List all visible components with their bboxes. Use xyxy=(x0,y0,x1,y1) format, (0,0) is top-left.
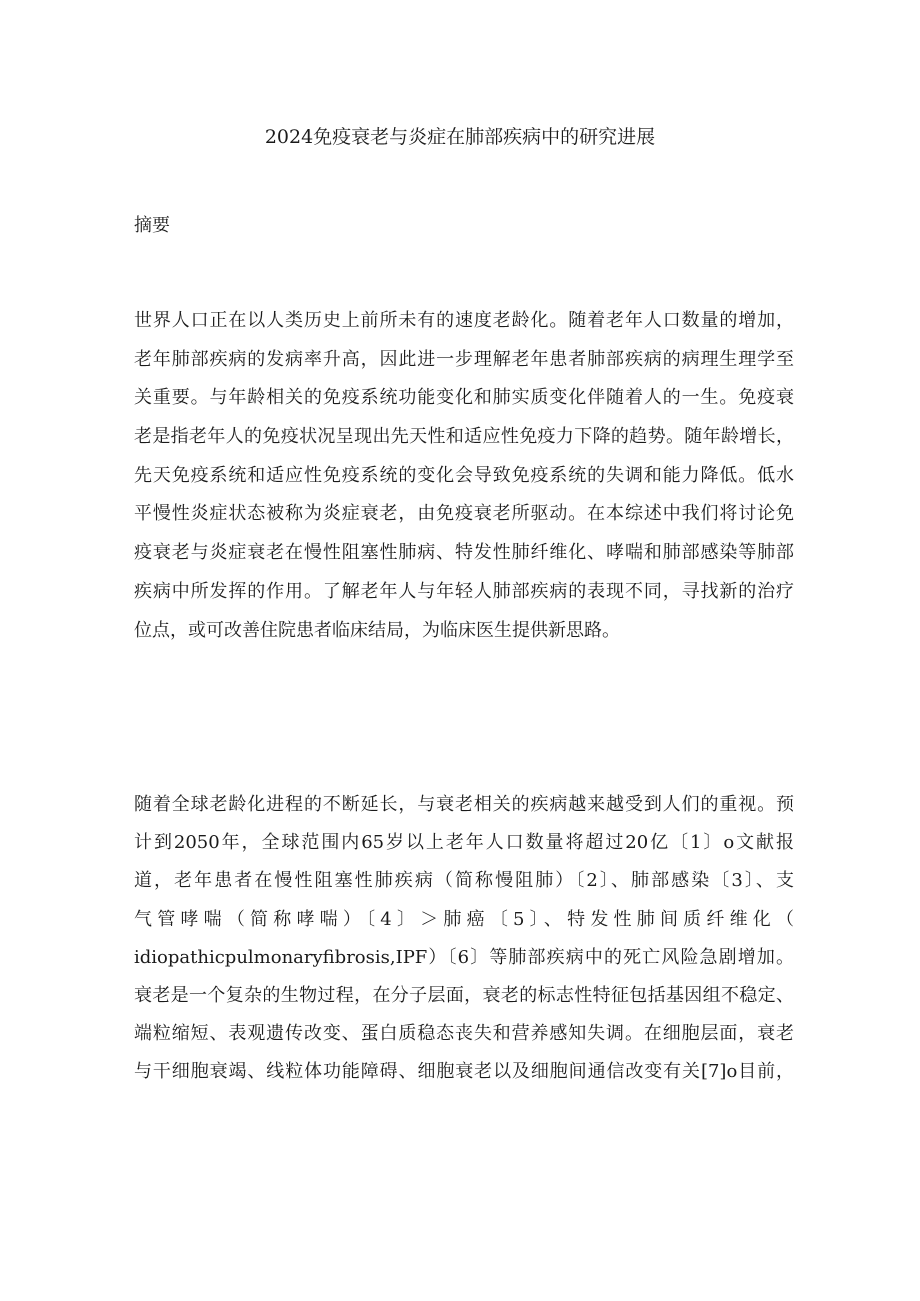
paragraph-line: 随着全球老龄化进程的不断延长，与衰老相关的疾病越来越受到人们的重视。预 xyxy=(134,794,794,815)
paragraph-line: 与干细胞衰竭、线粒体功能障碍、细胞衰老以及细胞间通信改变有关[7]o目前， xyxy=(134,1061,794,1083)
paragraph-line: 关重要。与年龄相关的免疫系统功能变化和肺实质变化伴随着人的一生。免疫衰 xyxy=(134,387,794,409)
paragraph-line: 疾病中所发挥的作用。了解老年人与年轻人肺部疾病的表现不同，寻找新的治疗 xyxy=(134,580,794,602)
paragraph-line: 先天免疫系统和适应性免疫系统的变化会导致免疫系统的失调和能力降低。低水 xyxy=(134,464,794,486)
paragraph-line: 位点，或可改善住院患者临床结局，为临床医生提供新思路。 xyxy=(134,619,620,641)
paragraph-line: 老是指老年人的免疫状况呈现出先天性和适应性免疫力下降的趋势。随年龄增长， xyxy=(134,426,794,448)
body-paragraph xyxy=(134,786,794,1092)
document-title: 2024免疫衰老与炎症在肺部疾病中的研究进展 xyxy=(264,126,656,148)
paragraph-line: 世界人口正在以人类历史上前所未有的速度老龄化。随着老年人口数量的增加， xyxy=(134,310,794,331)
paragraph-line: 疫衰老与炎症衰老在慢性阻塞性肺病、特发性肺纤维化、哮喘和肺部感染等肺部 xyxy=(134,542,794,564)
paragraph-line: 平慢性炎症状态被称为炎症衰老，由免疫衰老所驱动。在本综述中我们将讨论免 xyxy=(134,503,794,525)
paragraph-line: 计到2050年，全球范围内65岁以上老年人口数量将超过20亿〔1〕o文献报 xyxy=(134,832,794,854)
paragraph-line: 气管哮喘（简称哮喘）〔4〕＞肺癌〔5〕、特发性肺间质纤维化（ xyxy=(134,908,794,930)
paragraph-line: 老年肺部疾病的发病率升高，因此进一步理解老年患者肺部疾病的病理生理学至 xyxy=(134,348,794,370)
paragraph-line: 道，老年患者在慢性阻塞性肺疾病（简称慢阻肺）〔2〕、肺部感染〔3〕、支 xyxy=(134,870,794,892)
abstract-paragraph xyxy=(134,302,794,650)
paragraph-line: 端粒缩短、表观遗传改变、蛋白质稳态丧失和营养感知失调。在细胞层面，衰老 xyxy=(134,1023,794,1045)
abstract-heading: 摘要 xyxy=(134,215,170,236)
paragraph-line: idiopathicpulmonaryfibrosis,IPF）〔6〕等肺部疾病中的死亡风险急剧增加。 xyxy=(134,946,794,968)
paragraph-line: 衰老是一个复杂的生物过程，在分子层面，衰老的标志性特征包括基因组不稳定、 xyxy=(134,984,794,1006)
